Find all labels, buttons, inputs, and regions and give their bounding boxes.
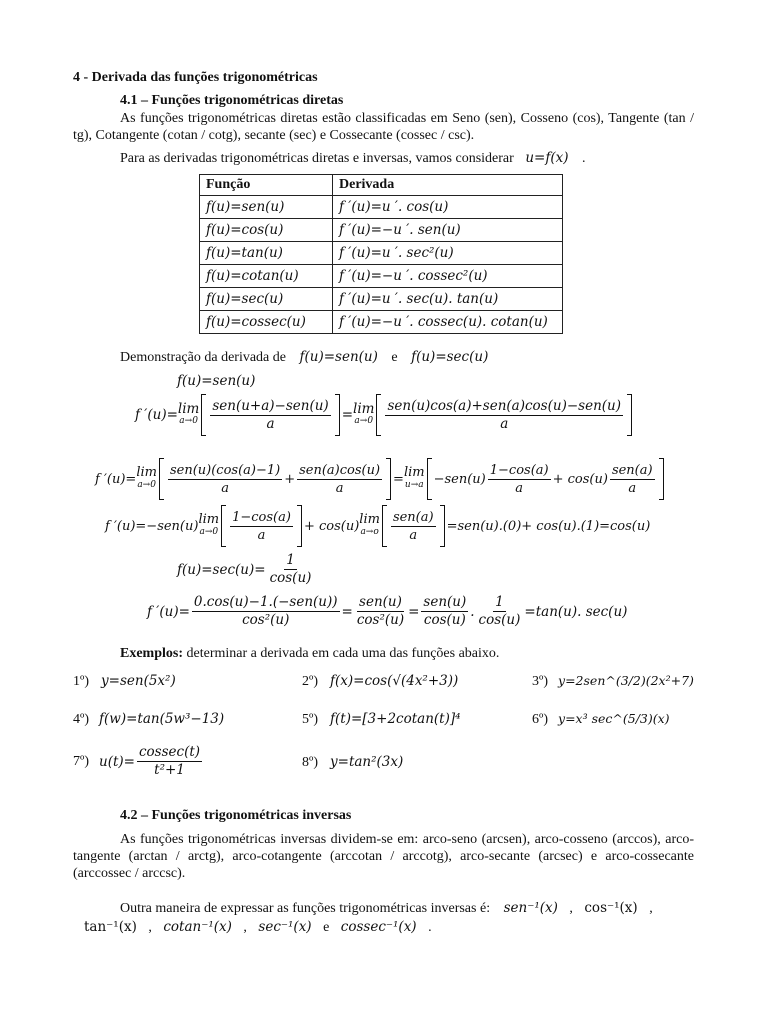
- term: + cos(u): [303, 518, 360, 534]
- demo-line-5: [177, 552, 315, 587]
- numerator: sen(a): [611, 462, 653, 478]
- limit: [136, 467, 157, 491]
- consider-text: Para as derivadas trigonométricas diretas e inversas, vamos considerar: [120, 151, 514, 166]
- denominator: a: [409, 527, 418, 543]
- denominator: cos²(u): [242, 612, 290, 628]
- demo-label-line: [120, 349, 488, 366]
- demo-f1: f(u)=sen(u): [299, 349, 378, 365]
- fraction: [391, 509, 436, 544]
- deriv-cell: f ′(u)=u ′. sec²(u): [333, 242, 563, 265]
- numerator: 1: [286, 552, 295, 568]
- inverse-intro: Outra maneira de expressar as funções trigonométricas inversas é:: [120, 901, 491, 916]
- fraction: [137, 744, 202, 779]
- equals: =: [393, 471, 404, 487]
- lim-sub: a→o: [360, 527, 379, 537]
- table-header-row: [200, 175, 563, 196]
- comma: ,: [243, 920, 247, 935]
- denominator: a: [221, 480, 229, 496]
- example-expr: y=sen(5x²): [101, 673, 176, 689]
- numerator: sen(u)cos(a)+sen(a)cos(u)−sen(u): [387, 397, 621, 414]
- numerator: sen(a)cos(u): [299, 462, 381, 478]
- lim-sub: a→0: [137, 480, 156, 490]
- fraction: [385, 398, 623, 433]
- bracket-right: [627, 394, 632, 436]
- example-5: [302, 711, 461, 728]
- subsection-title-inverse: 4.2 – Funções trigonométricas inversas: [120, 808, 352, 823]
- example-8: [302, 754, 403, 771]
- consider-math: u=f(x): [525, 150, 569, 166]
- rhs: =tan(u). sec(u): [524, 603, 628, 620]
- lim-sub: a→0: [199, 527, 219, 537]
- denominator: cos²(u): [356, 612, 405, 628]
- fraction: [477, 594, 523, 629]
- example-number: 2º): [302, 674, 319, 689]
- table-row: [200, 311, 563, 334]
- example-expr: y=tan²(3x): [330, 754, 404, 770]
- lhs: f ′(u)=: [135, 407, 178, 423]
- demo-line-1: f(u)=sen(u): [177, 373, 256, 389]
- table-row: [200, 242, 563, 265]
- intro-paragraph: As funções trigonométricas diretas estão classificadas em Seno (sen), Cosseno (cos), Tangente (tan / tg), Cotangente (cotan / cotg), secante (sec) e Cossecante (cossec / csc).: [73, 111, 694, 143]
- fraction: [192, 594, 340, 629]
- numerator: sen(a): [392, 509, 434, 525]
- fraction: [488, 462, 551, 497]
- numerator: sen(u): [359, 594, 402, 610]
- section-title: 4 - Derivada das funções trigonométricas: [73, 70, 318, 85]
- inverse-form: cotan⁻¹(x): [163, 919, 232, 935]
- header-derivada: Derivada: [333, 175, 563, 196]
- fraction: [230, 509, 293, 544]
- example-6: [532, 711, 670, 728]
- inverse-form: cos⁻¹(x): [584, 900, 638, 916]
- examples-text: determinar a derivada em cada uma das funções abaixo.: [186, 646, 500, 661]
- fraction: [610, 462, 655, 497]
- limit: [404, 467, 425, 491]
- fraction: [421, 594, 468, 629]
- example-expr: y=x³ sec^(5/3)(x): [558, 711, 670, 726]
- fraction: [168, 462, 282, 497]
- lim-word: lim: [177, 401, 200, 417]
- inverse-form: tan⁻¹(x): [84, 919, 137, 935]
- demo-line-2: [135, 394, 634, 436]
- func-cell: f(u)=tan(u): [200, 242, 333, 265]
- bracket-right: [440, 505, 445, 547]
- func-cell: f(u)=cossec(u): [200, 311, 333, 334]
- comma: ,: [569, 901, 573, 916]
- bracket-left: [382, 505, 387, 547]
- example-3: [532, 673, 694, 690]
- example-2: [302, 673, 458, 690]
- fraction: [355, 594, 406, 629]
- table-row: [200, 196, 563, 219]
- example-expr: y=2sen^(3/2)(2x²+7): [558, 673, 694, 688]
- lim-word: lim: [403, 465, 425, 480]
- bracket-left: [221, 505, 226, 547]
- bracket-right: [297, 505, 302, 547]
- header-funcao: Função: [200, 175, 333, 196]
- denominator: a: [335, 480, 344, 496]
- lim-word: lim: [359, 512, 380, 527]
- table-row: [200, 219, 563, 242]
- example-number: 8º): [302, 755, 319, 770]
- limit: [353, 403, 374, 427]
- derivatives-table: [199, 174, 563, 334]
- table-row: [200, 288, 563, 311]
- examples-label: Exemplos:: [120, 646, 183, 661]
- comma: ,: [649, 901, 653, 916]
- equals: =: [341, 603, 353, 620]
- fraction: [297, 462, 382, 497]
- rhs: =sen(u).(0)+ cos(u).(1)=cos(u): [446, 518, 651, 534]
- inverse-form: cossec⁻¹(x): [340, 919, 417, 935]
- denominator: a: [257, 527, 266, 543]
- equals: =: [408, 603, 420, 620]
- denominator: a: [515, 480, 524, 496]
- inverse-forms-line-1: [120, 900, 653, 917]
- comma: ,: [148, 920, 152, 935]
- equals: =: [341, 407, 354, 423]
- func-cell: f(u)=sen(u): [200, 196, 333, 219]
- lim-word: lim: [136, 465, 157, 480]
- func-cell: f(u)=sec(u): [200, 288, 333, 311]
- demo-conj: e: [391, 350, 398, 365]
- term: + cos(u): [552, 471, 608, 487]
- limit: [198, 514, 219, 538]
- example-1: [73, 673, 176, 690]
- limit: [178, 403, 199, 427]
- demo-line-4: [105, 505, 650, 547]
- deriv-cell: f ′(u)=−u ′. sen(u): [333, 219, 563, 242]
- conj-e: e: [323, 920, 330, 935]
- lim-word: lim: [198, 512, 220, 527]
- consider-line: [120, 150, 585, 167]
- bracket-right: [335, 394, 340, 436]
- example-number: 5º): [302, 712, 319, 727]
- numerator: cossec(t): [138, 744, 201, 760]
- term: −sen(u): [433, 471, 486, 487]
- example-number: 4º): [73, 712, 90, 727]
- numerator: 1−cos(a): [232, 509, 291, 525]
- fraction: [210, 398, 330, 433]
- bracket-left: [201, 394, 206, 436]
- denominator: a: [500, 415, 509, 432]
- inverse-forms-line-2: [84, 919, 432, 936]
- numerator: sen(u): [423, 594, 467, 610]
- lhs: f ′(u)=: [95, 471, 137, 487]
- deriv-cell: f ′(u)=−u ′. cossec(u). cotan(u): [333, 311, 563, 334]
- denominator: cos(u): [269, 570, 312, 586]
- plus: +: [284, 471, 296, 487]
- example-expr: f(t)=[3+2cotan(t)]⁴: [330, 711, 461, 727]
- consider-end: .: [581, 151, 586, 166]
- denominator: cos(u): [478, 612, 521, 628]
- bracket-left: [159, 458, 164, 500]
- func-cell: f(u)=cotan(u): [200, 265, 333, 288]
- deriv-cell: f ′(u)=u ′. cos(u): [333, 196, 563, 219]
- demo-f2: f(u)=sec(u): [411, 349, 489, 365]
- example-number: 3º): [532, 674, 549, 689]
- numerator: sen(u+a)−sen(u): [212, 397, 329, 414]
- denominator: a: [266, 415, 275, 432]
- example-expr: u(t)=: [99, 753, 135, 770]
- example-number: 1º): [73, 674, 90, 689]
- limit: [359, 514, 380, 538]
- demo-line-3: [95, 458, 666, 500]
- period: .: [428, 920, 432, 935]
- inverse-paragraph: As funções trigonométricas inversas dividem-se em: arco-seno (arcsen), arco-cosseno (arccos), arco-tangente (arctan / arctg), arco-cotangente (arccotan / arccotg), arco-secante (arcsec) e arco-cossecante (arccossec / arccsc).: [73, 832, 694, 881]
- subsection-title-direct: 4.1 – Funções trigonométricas diretas: [120, 93, 344, 108]
- fraction: [268, 552, 314, 587]
- numerator: 1−cos(a): [489, 462, 549, 478]
- bracket-right: [659, 458, 664, 500]
- numerator: sen(u)(cos(a)−1): [169, 462, 281, 478]
- table-row: [200, 265, 563, 288]
- inverse-form: sec⁻¹(x): [258, 919, 312, 935]
- lhs: f ′(u)=−sen(u): [105, 518, 199, 534]
- lhs: f ′(u)=: [147, 603, 190, 620]
- demo-line-6: [147, 594, 627, 629]
- example-expr: f(x)=cos(√(4x²+3)): [330, 673, 459, 689]
- inverse-form: sen⁻¹(x): [503, 900, 558, 916]
- demo-label: Demonstração da derivada de: [120, 350, 286, 365]
- example-number: 6º): [532, 712, 549, 727]
- example-7: [73, 744, 204, 779]
- deriv-cell: f ′(u)=−u ′. cossec²(u): [333, 265, 563, 288]
- lim-sub: a→0: [179, 416, 198, 426]
- example-expr: f(w)=tan(5w³−13): [99, 711, 225, 727]
- deriv-cell: f ′(u)=u ′. sec(u). tan(u): [333, 288, 563, 311]
- lim-sub: a→0: [354, 416, 374, 426]
- numerator: 0.cos(u)−1.(−sen(u)): [193, 594, 338, 610]
- lim-sub: u→a: [404, 480, 424, 490]
- bracket-left: [376, 394, 381, 436]
- examples-line: [120, 646, 499, 662]
- lhs: f(u)=sec(u)=: [177, 561, 266, 578]
- denominator: a: [628, 480, 637, 496]
- example-number: 7º): [73, 753, 90, 769]
- example-4: [73, 711, 224, 728]
- bracket-left: [427, 458, 432, 500]
- denominator: cos(u): [423, 612, 466, 628]
- denominator: t²+1: [154, 762, 185, 778]
- lim-word: lim: [353, 401, 375, 417]
- dot: .: [470, 603, 475, 620]
- func-cell: f(u)=cos(u): [200, 219, 333, 242]
- numerator: 1: [495, 594, 504, 610]
- bracket-right: [386, 458, 391, 500]
